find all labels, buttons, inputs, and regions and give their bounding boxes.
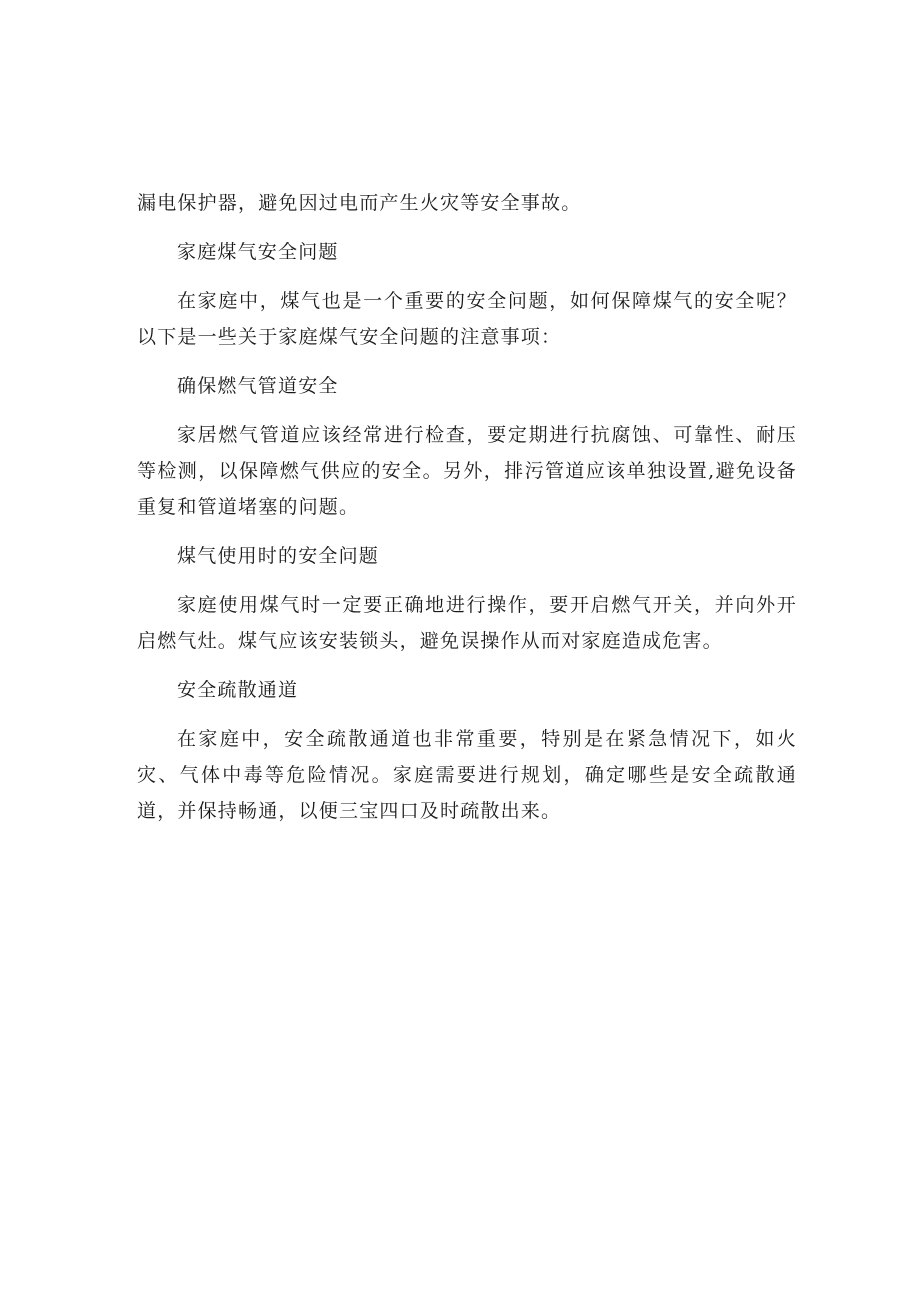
paragraph-evacuation: 在家庭中，安全疏散通道也非常重要，特别是在紧急情况下，如火灾、气体中毒等危险情况。家庭需要进行规划，确定哪些是安全疏散通道，并保持畅通，以便三宝四口及时疏散出来。 (137, 728, 797, 822)
paragraph-gas-intro: 在家庭中，煤气也是一个重要的安全问题，如何保障煤气的安全呢？以下是一些关于家庭煤气安全问题的注意事项： (137, 290, 797, 348)
section-heading-evacuation: 安全疏散通道 (177, 679, 299, 701)
document-body (137, 185, 797, 842)
section-heading-usage-safety: 煤气使用时的安全问题 (177, 545, 380, 567)
paragraph-continuation: 漏电保护器，避免因过电而产生火灾等安全事故。 (137, 192, 582, 214)
section-heading-pipeline-safety: 确保燃气管道安全 (177, 375, 339, 397)
section-heading-gas-safety: 家庭煤气安全问题 (177, 241, 339, 263)
paragraph-pipeline: 家居燃气管道应该经常进行检查，要定期进行抗腐蚀、可靠性、耐压等检测，以保障燃气供应的安全。另外，排污管道应该单独设置,避免设备重复和管道堵塞的问题。 (137, 424, 797, 518)
paragraph-usage: 家庭使用煤气时一定要正确地进行操作，要开启燃气开关，并向外开启燃气灶。煤气应该安装锁头，避免误操作从而对家庭造成危害。 (137, 594, 797, 652)
